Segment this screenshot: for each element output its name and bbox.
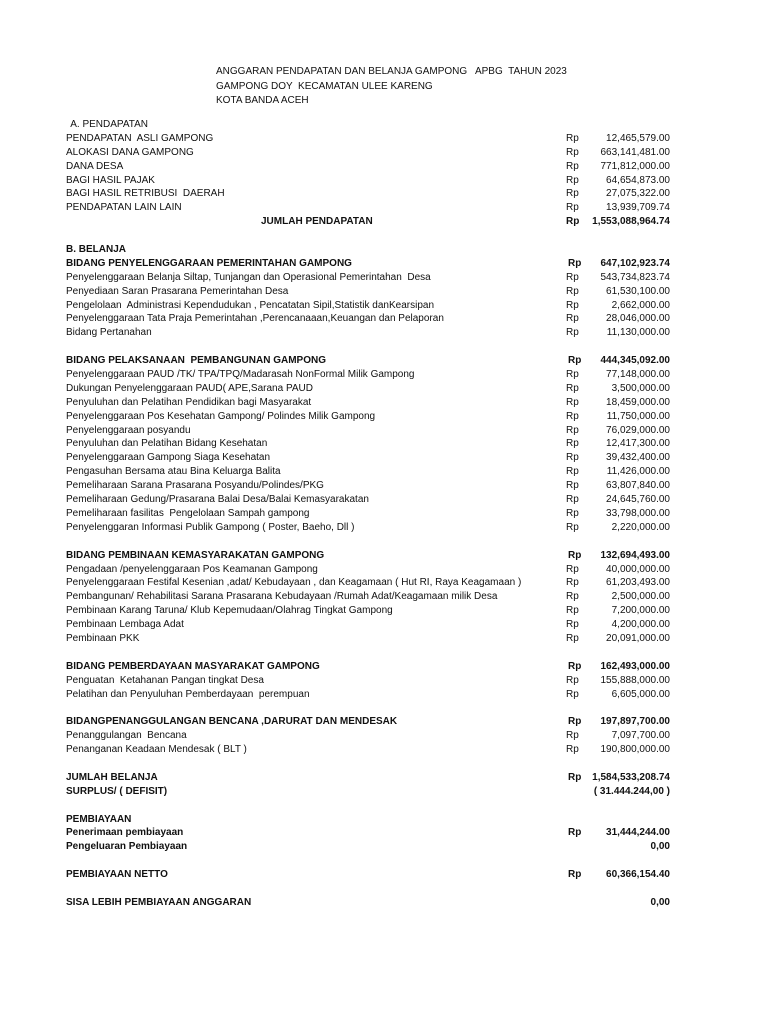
currency-label: Rp	[568, 869, 582, 881]
belanja-row	[66, 578, 674, 592]
belanja-row	[66, 287, 674, 301]
currency-label: Rp	[566, 146, 579, 158]
belanja-row	[66, 620, 674, 634]
belanja-row	[66, 426, 674, 440]
pendapatan-row-amount: 12,465,579.00	[606, 132, 670, 144]
currency-label: Rp	[566, 160, 579, 172]
currency-label: Rp	[566, 299, 579, 311]
belanja-row-amount: 11,426,000.00	[606, 466, 670, 478]
currency-label: Rp	[566, 494, 579, 506]
belanja-row-label: Penyelenggaraan PAUD /TK/ TPA/TPQ/Madarasah NonFormal Milik Gampong	[66, 369, 415, 381]
penerimaan-pembiayaan-label: Penerimaan pembiayaan	[66, 827, 184, 839]
currency-label: Rp	[568, 549, 582, 561]
belanja-row-label: Pemeliharaan Sarana Prasarana Posyandu/Polindes/PKG	[66, 480, 324, 492]
bidang-header-label: BIDANG PELAKSANAAN PEMBANGUNAN GAMPONG	[66, 355, 327, 367]
pendapatan-row-amount: 64,654,873.00	[606, 174, 670, 186]
section-pembiayaan-title-label: PEMBIAYAAN	[66, 813, 132, 825]
pendapatan-row-label: BAGI HASIL PAJAK	[66, 174, 155, 186]
belanja-row-amount: 543,734,823.74	[600, 271, 670, 283]
belanja-row-amount: 3,500,000.00	[611, 382, 670, 394]
spacer	[66, 342, 674, 356]
belanja-row	[66, 565, 674, 579]
bidang-header	[66, 356, 674, 370]
currency-label: Rp	[566, 410, 579, 422]
belanja-row-amount: 155,888,000.00	[600, 674, 670, 686]
pendapatan-row-amount: 13,939,709.74	[606, 202, 670, 214]
pendapatan-row	[66, 148, 674, 162]
currency-label: Rp	[566, 174, 579, 186]
pendapatan-row-label: DANA DESA	[66, 160, 124, 172]
bidang-header-label: BIDANGPENANGGULANGAN BENCANA ,DARURAT DAN MENDESAK	[66, 716, 398, 728]
belanja-row-amount: 2,500,000.00	[611, 591, 670, 603]
bidang-header-amount: 444,345,092.00	[600, 355, 670, 367]
currency-label: Rp	[566, 521, 579, 533]
sisa-lebih-pembiayaan	[66, 898, 674, 912]
belanja-row	[66, 273, 674, 287]
spacer	[66, 884, 674, 898]
section-belanja-title	[66, 245, 674, 259]
belanja-row	[66, 509, 674, 523]
currency-label: Rp	[566, 730, 579, 742]
section-belanja-title-label: B. BELANJA	[66, 244, 127, 256]
currency-label: Rp	[566, 507, 579, 519]
currency-label: Rp	[566, 466, 579, 478]
bidang-header-amount: 132,694,493.00	[600, 549, 670, 561]
belanja-row-label: Penyediaan Saran Prasarana Pemerintahan Desa	[66, 285, 289, 297]
bidang-header	[66, 717, 674, 731]
bidang-header	[66, 551, 674, 565]
pembiayaan-netto-amount: 60,366,154.40	[606, 869, 670, 881]
belanja-row-label: Pembinaan Lembaga Adat	[66, 619, 184, 631]
penerimaan-pembiayaan-amount: 31,444,244.00	[606, 827, 670, 839]
belanja-row-amount: 61,530,100.00	[606, 285, 670, 297]
currency-label: Rp	[566, 688, 579, 700]
belanja-row-amount: 11,130,000.00	[606, 327, 670, 339]
belanja-row	[66, 745, 674, 759]
currency-label: Rp	[566, 674, 579, 686]
belanja-row	[66, 676, 674, 690]
pengeluaran-pembiayaan-amount: 0,00	[650, 841, 670, 853]
currency-label: Rp	[566, 424, 579, 436]
currency-label: Rp	[568, 827, 582, 839]
sisa-lebih-pembiayaan-label: SISA LEBIH PEMBIAYAAN ANGGARAN	[66, 896, 252, 908]
belanja-row-amount: 33,798,000.00	[606, 507, 670, 519]
pendapatan-row-amount: 663,141,481.00	[600, 146, 670, 158]
belanja-row-label: Penyuluhan dan Pelatihan Bidang Kesehatan	[66, 438, 268, 450]
belanja-row-label: Penyelenggaraan Tata Praja Pemerintahan ,Perencanaaan,Keuangan dan Pelaporan	[66, 313, 444, 325]
belanja-row-label: Pembinaan PKK	[66, 632, 140, 644]
section-pendapatan-title	[66, 120, 674, 134]
bidang-header-label: BIDANG PEMBERDAYAAN MASYARAKAT GAMPONG	[66, 660, 320, 672]
belanja-row	[66, 453, 674, 467]
belanja-row-amount: 77,148,000.00	[606, 369, 670, 381]
belanja-row	[66, 412, 674, 426]
belanja-row-label: Bidang Pertanahan	[66, 327, 152, 339]
pendapatan-row-label: ALOKASI DANA GAMPONG	[66, 146, 194, 158]
belanja-row-label: Pelatihan dan Penyuluhan Pemberdayaan perempuan	[66, 688, 310, 700]
total-pendapatan-label: JUMLAH PENDAPATAN	[261, 216, 373, 228]
bidang-header-amount: 647,102,923.74	[600, 257, 670, 269]
surplus-defisit	[66, 787, 674, 801]
pendapatan-row	[66, 134, 674, 148]
belanja-row	[66, 328, 674, 342]
currency-label: Rp	[566, 396, 579, 408]
total-belanja-amount: 1,584,533,208.74	[592, 771, 670, 783]
total-belanja	[66, 773, 674, 787]
belanja-row-amount: 76,029,000.00	[606, 424, 670, 436]
belanja-row-label: Penyelenggaraan Belanja Siltap, Tunjangan dan Operasional Pemerintahan Desa	[66, 271, 431, 283]
belanja-row	[66, 467, 674, 481]
belanja-row-label: Penanganan Keadaan Mendesak ( BLT )	[66, 744, 247, 756]
currency-label: Rp	[566, 452, 579, 464]
spacer	[66, 703, 674, 717]
total-pendapatan	[66, 217, 674, 231]
currency-label: Rp	[566, 271, 579, 283]
currency-label: Rp	[566, 188, 579, 200]
belanja-row-label: Pembangunan/ Rehabilitasi Sarana Prasarana Kebudayaan /Rumah Adat/Keagamaan milik Desa	[66, 591, 498, 603]
belanja-row	[66, 523, 674, 537]
currency-label: Rp	[566, 382, 579, 394]
belanja-row-label: Pengelolaan Administrasi Kependudukan , Pencatatan Sipil,Statistik danKearsipan	[66, 299, 435, 311]
belanja-row-amount: 63,807,840.00	[606, 480, 670, 492]
pendapatan-row	[66, 189, 674, 203]
total-belanja-label: JUMLAH BELANJA	[66, 771, 158, 783]
pendapatan-row-label: PENDAPATAN LAIN LAIN	[66, 202, 182, 214]
belanja-row-amount: 61,203,493.00	[606, 577, 670, 589]
belanja-row-label: Pemeliharaan fasilitas Pengelolaan Sampah gampong	[66, 507, 310, 519]
belanja-row-label: Penanggulangan Bencana	[66, 730, 187, 742]
belanja-row-amount: 18,459,000.00	[606, 396, 670, 408]
bidang-header-amount: 162,493,000.00	[600, 660, 670, 672]
section-pendapatan-title-label: A. PENDAPATAN	[68, 119, 149, 130]
belanja-row	[66, 398, 674, 412]
currency-label: Rp	[566, 619, 579, 631]
currency-label: Rp	[568, 771, 582, 783]
currency-label: Rp	[566, 327, 579, 339]
spacer	[66, 648, 674, 662]
spacer	[66, 801, 674, 815]
currency-label: Rp	[566, 480, 579, 492]
belanja-row-label: Pengadaan /penyelenggaraan Pos Keamanan Gampong	[66, 563, 318, 575]
belanja-row-amount: 11,750,000.00	[606, 410, 670, 422]
belanja-row	[66, 592, 674, 606]
bidang-header-label: BIDANG PEMBINAAN KEMASYARAKATAN GAMPONG	[66, 549, 325, 561]
currency-label: Rp	[566, 591, 579, 603]
currency-label: Rp	[566, 744, 579, 756]
belanja-row-label: Penyelenggaran Informasi Publik Gampong ( Poster, Baeho, Dll )	[66, 521, 355, 533]
document-header	[216, 67, 567, 111]
belanja-row-label: Penyelenggaraan Festifal Kesenian ,adat/ Kebudayaan , dan Keagamaan ( Hut RI, Raya Keagamaan )	[66, 577, 522, 589]
belanja-row-amount: 190,800,000.00	[600, 744, 670, 756]
currency-label: Rp	[568, 660, 582, 672]
surplus-defisit-label: SURPLUS/ ( DEFISIT)	[66, 785, 168, 797]
pendapatan-row-label: BAGI HASIL RETRIBUSI DAERAH	[66, 188, 225, 200]
currency-label: Rp	[566, 632, 579, 644]
belanja-row	[66, 690, 674, 704]
belanja-row-label: Pembinaan Karang Taruna/ Klub Kepemudaan/Olahrag Tingkat Gampong	[66, 605, 393, 617]
currency-label: Rp	[568, 257, 582, 269]
spacer	[66, 856, 674, 870]
bidang-header	[66, 662, 674, 676]
currency-label: Rp	[566, 313, 579, 325]
belanja-row-label: Penguatan Ketahanan Pangan tingkat Desa	[66, 674, 264, 686]
pendapatan-row-label: PENDAPATAN ASLI GAMPONG	[66, 132, 214, 144]
belanja-row-amount: 2,220,000.00	[611, 521, 670, 533]
belanja-row-amount: 7,097,700.00	[611, 730, 670, 742]
pengeluaran-pembiayaan-label: Pengeluaran Pembiayaan	[66, 841, 188, 853]
currency-label: Rp	[566, 369, 579, 381]
surplus-defisit-amount: ( 31.444.244,00 )	[593, 785, 670, 797]
currency-label: Rp	[566, 438, 579, 450]
pendapatan-row	[66, 162, 674, 176]
spacer	[66, 537, 674, 551]
belanja-row	[66, 314, 674, 328]
belanja-row	[66, 301, 674, 315]
belanja-row-amount: 40,000,000.00	[606, 563, 670, 575]
belanja-row	[66, 481, 674, 495]
currency-label: Rp	[568, 355, 582, 367]
belanja-row-label: Penyuluhan dan Pelatihan Pendidikan bagi Masyarakat	[66, 396, 312, 408]
section-pembiayaan-title	[66, 815, 674, 829]
belanja-row	[66, 606, 674, 620]
belanja-row	[66, 370, 674, 384]
pendapatan-row	[66, 176, 674, 190]
penerimaan-pembiayaan	[66, 828, 674, 842]
belanja-row	[66, 634, 674, 648]
bidang-header-label: BIDANG PENYELENGGARAAN PEMERINTAHAN GAMPONG	[66, 257, 352, 269]
belanja-row-amount: 24,645,760.00	[606, 494, 670, 506]
currency-label: Rp	[568, 716, 582, 728]
currency-label: Rp	[566, 202, 579, 214]
sisa-lebih-pembiayaan-amount: 0,00	[650, 896, 670, 908]
belanja-row-label: Dukungan Penyelenggaraan PAUD( APE,Sarana PAUD	[66, 382, 313, 394]
belanja-row-amount: 4,200,000.00	[611, 619, 670, 631]
bidang-header	[66, 259, 674, 273]
belanja-row-label: Pemeliharaan Gedung/Prasarana Balai Desa/Balai Kemasyarakatan	[66, 494, 369, 506]
header-title: ANGGARAN PENDAPATAN DAN BELANJA GAMPONG APBG TAHUN 2023	[216, 66, 567, 77]
belanja-row	[66, 439, 674, 453]
currency-label: Rp	[566, 216, 580, 228]
belanja-row-label: Penyelenggaraan Pos Kesehatan Gampong/ Polindes Milik Gampong	[66, 410, 376, 422]
pendapatan-row-amount: 27,075,322.00	[606, 188, 670, 200]
pendapatan-row	[66, 203, 674, 217]
belanja-row-label: Pengasuhan Bersama atau Bina Keluarga Balita	[66, 466, 281, 478]
belanja-row	[66, 495, 674, 509]
bidang-header-amount: 197,897,700.00	[600, 716, 670, 728]
belanja-row-label: Penyelenggaraan Gampong Siaga Kesehatan	[66, 452, 271, 464]
belanja-row-amount: 20,091,000.00	[606, 632, 670, 644]
pendapatan-row-amount: 771,812,000.00	[600, 160, 670, 172]
spacer	[66, 231, 674, 245]
belanja-row-amount: 12,417,300.00	[606, 438, 670, 450]
pengeluaran-pembiayaan	[66, 842, 674, 856]
pembiayaan-netto-label: PEMBIAYAAN NETTO	[66, 869, 168, 881]
belanja-row-amount: 2,662,000.00	[611, 299, 670, 311]
belanja-row-amount: 28,046,000.00	[606, 313, 670, 325]
belanja-row-amount: 7,200,000.00	[611, 605, 670, 617]
belanja-row-label: Penyelenggaraan posyandu	[66, 424, 191, 436]
pembiayaan-netto	[66, 870, 674, 884]
currency-label: Rp	[566, 132, 579, 144]
belanja-row-amount: 39,432,400.00	[606, 452, 670, 464]
spacer	[66, 759, 674, 773]
belanja-row	[66, 731, 674, 745]
currency-label: Rp	[566, 563, 579, 575]
currency-label: Rp	[566, 577, 579, 589]
belanja-row	[66, 384, 674, 398]
header-city: KOTA BANDA ACEH	[216, 95, 309, 106]
belanja-row-amount: 6,605,000.00	[611, 688, 670, 700]
total-pendapatan-amount: 1,553,088,964.74	[592, 216, 670, 228]
header-village: GAMPONG DOY KECAMATAN ULEE KARENG	[216, 80, 433, 92]
budget-table	[66, 120, 674, 912]
currency-label: Rp	[566, 285, 579, 297]
currency-label: Rp	[566, 605, 579, 617]
